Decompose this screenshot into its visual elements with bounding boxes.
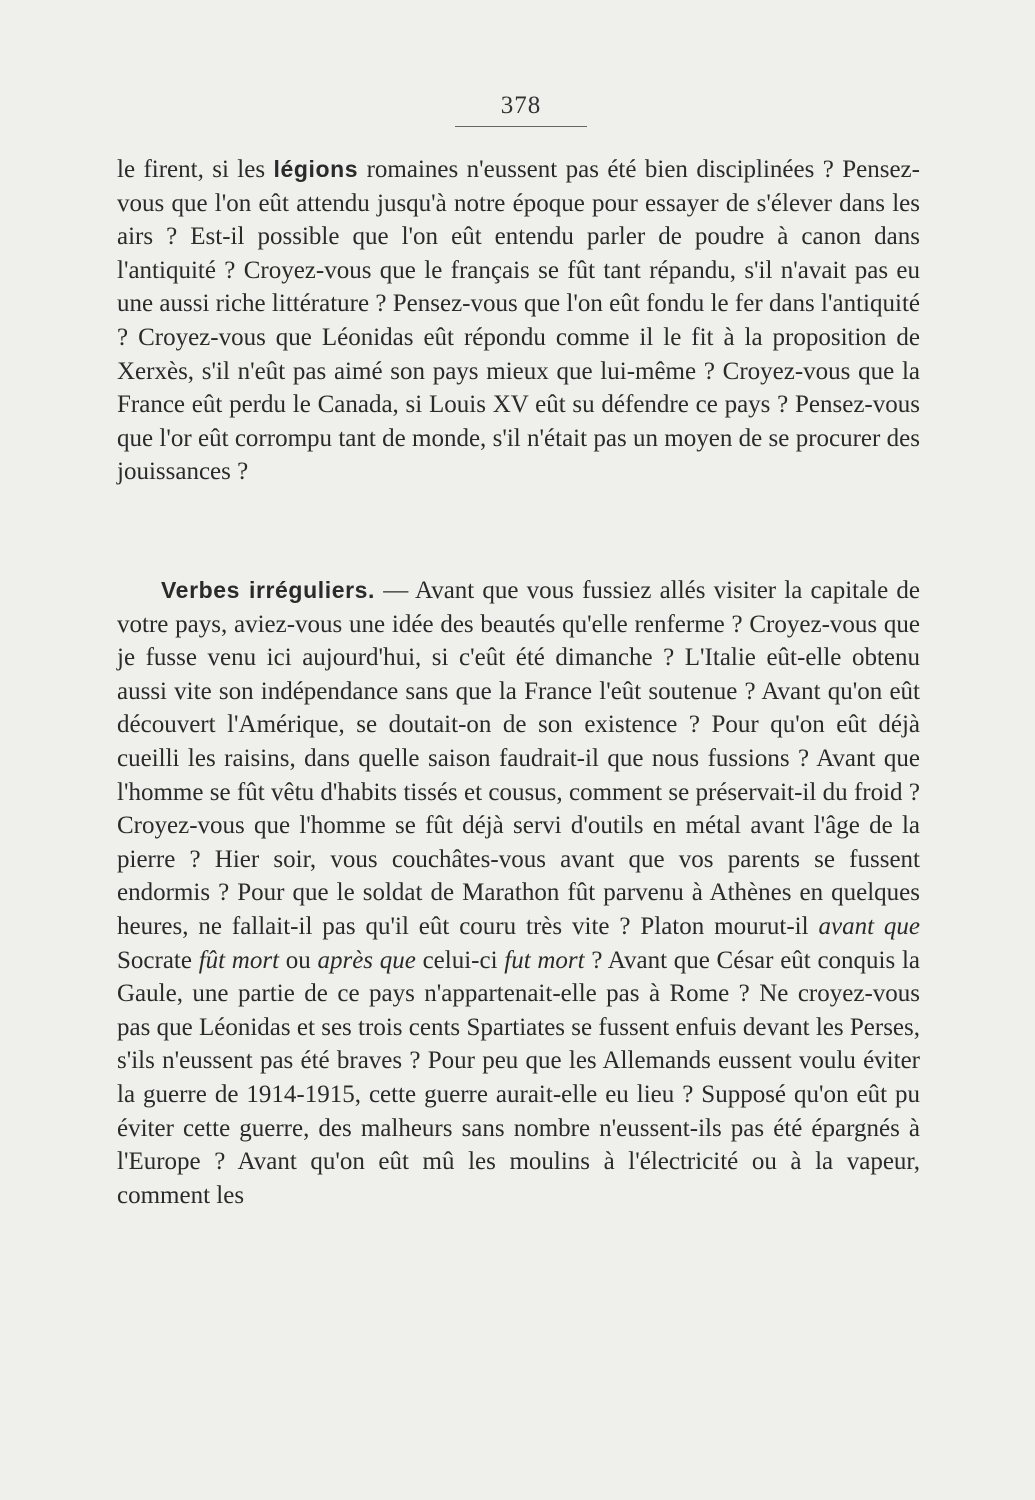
paragraph-1-block [117,153,920,489]
paragraph-2 [117,574,920,1212]
paragraph-2-text-5: ? Avant que César eût conquis la Gaule, une partie de ce pays n'appartenait-elle pas à Rome ? Ne croyez-vous pas que Léonidas et ses trois cents Spartiates se fussent enfuis devant les Perses, s'ils n'eussent pas été braves ? Pour peu que les Allemands eussent voulu éviter la guerre de 1914-1915, cette guerre aurait-elle eu lieu ? Supposé qu'on eût pu éviter cette guerre, des malheurs sans nombre n'eussent-ils pas été épargnés à l'Europe ? Avant qu'on eût mû les moulins à l'électricité ou à la vapeur, comment les [117,946,920,1209]
paragraph-2-text-1: — Avant que vous fussiez allés visiter la capitale de votre pays, aviez-vous une idée des beautés qu'elle renferme ? Croyez-vous que je fusse venu ici aujourd'hui, si c'eût été dimanche ? L'Italie eût-elle obtenu aussi vite son indépendance sans que la France l'eût soutenue ? Avant qu'on eût découvert l'Amérique, se doutait-on de son existence ? Pour qu'on eût déjà cueilli les raisins, dans quelle saison faudrait-il que nous fussions ? Avant que l'homme se fût vêtu d'habits tissés et cousus, comment se préservait-il du froid ? Croyez-vous que l'homme se fût déjà servi d'outils en métal avant l'âge de la pierre ? Hier soir, vous couchâtes-vous avant que vos parents se fussent endormis ? Pour que le soldat de Marathon fût parvenu à Athènes en quelques heures, ne fallait-il pas qu'il eût couru très vite ? Platon mourut-il [117,577,920,940]
italic-avant-que: avant que [818,912,920,940]
paragraph-1 [117,153,920,489]
paragraph-2-block [117,574,920,1212]
italic-apres-que: après que [317,946,416,974]
paragraph-2-text-4: celui-ci [415,946,505,974]
italic-fut-mort-2: fut mort [504,946,585,974]
header-rule [455,126,587,127]
paragraph-2-text-3: ou [279,946,318,974]
paragraph-2-text-2: Socrate [117,946,199,974]
paragraph-1-text-rest: romaines n'eussent pas été bien disciplinées ? Pensez-vous que l'on eût attendu jusqu'à notre époque pour essayer de s'élever dans les airs ? Est-il possible que l'on eût entendu parler de poudre à canon dans l'antiquité ? Croyez-vous que le français se fût tant répandu, s'il n'avait pas eu une aussi riche littérature ? Pensez-vous que l'on eût fondu le fer dans l'antiquité ? Croyez-vous que Léonidas eût répondu comme il le fit à la proposition de Xerxès, s'il n'eût pas aimé son pays mieux que lui-même ? Croyez-vous que la France eût perdu le Canada, si Louis XV eût su défendre ce pays ? Pensez-vous que l'or eût corrompu tant de monde, s'il n'était pas un moyen de se procurer des jouissances ? [117,156,920,486]
italic-fut-mort-1: fût mort [198,946,280,974]
page-number: 378 [500,92,542,119]
section-heading-verbes-irreguliers: Verbes irréguliers. [161,577,376,603]
paragraph-1-text-start: le firent, si les [117,156,274,183]
bold-term-legions: légions [273,156,359,182]
